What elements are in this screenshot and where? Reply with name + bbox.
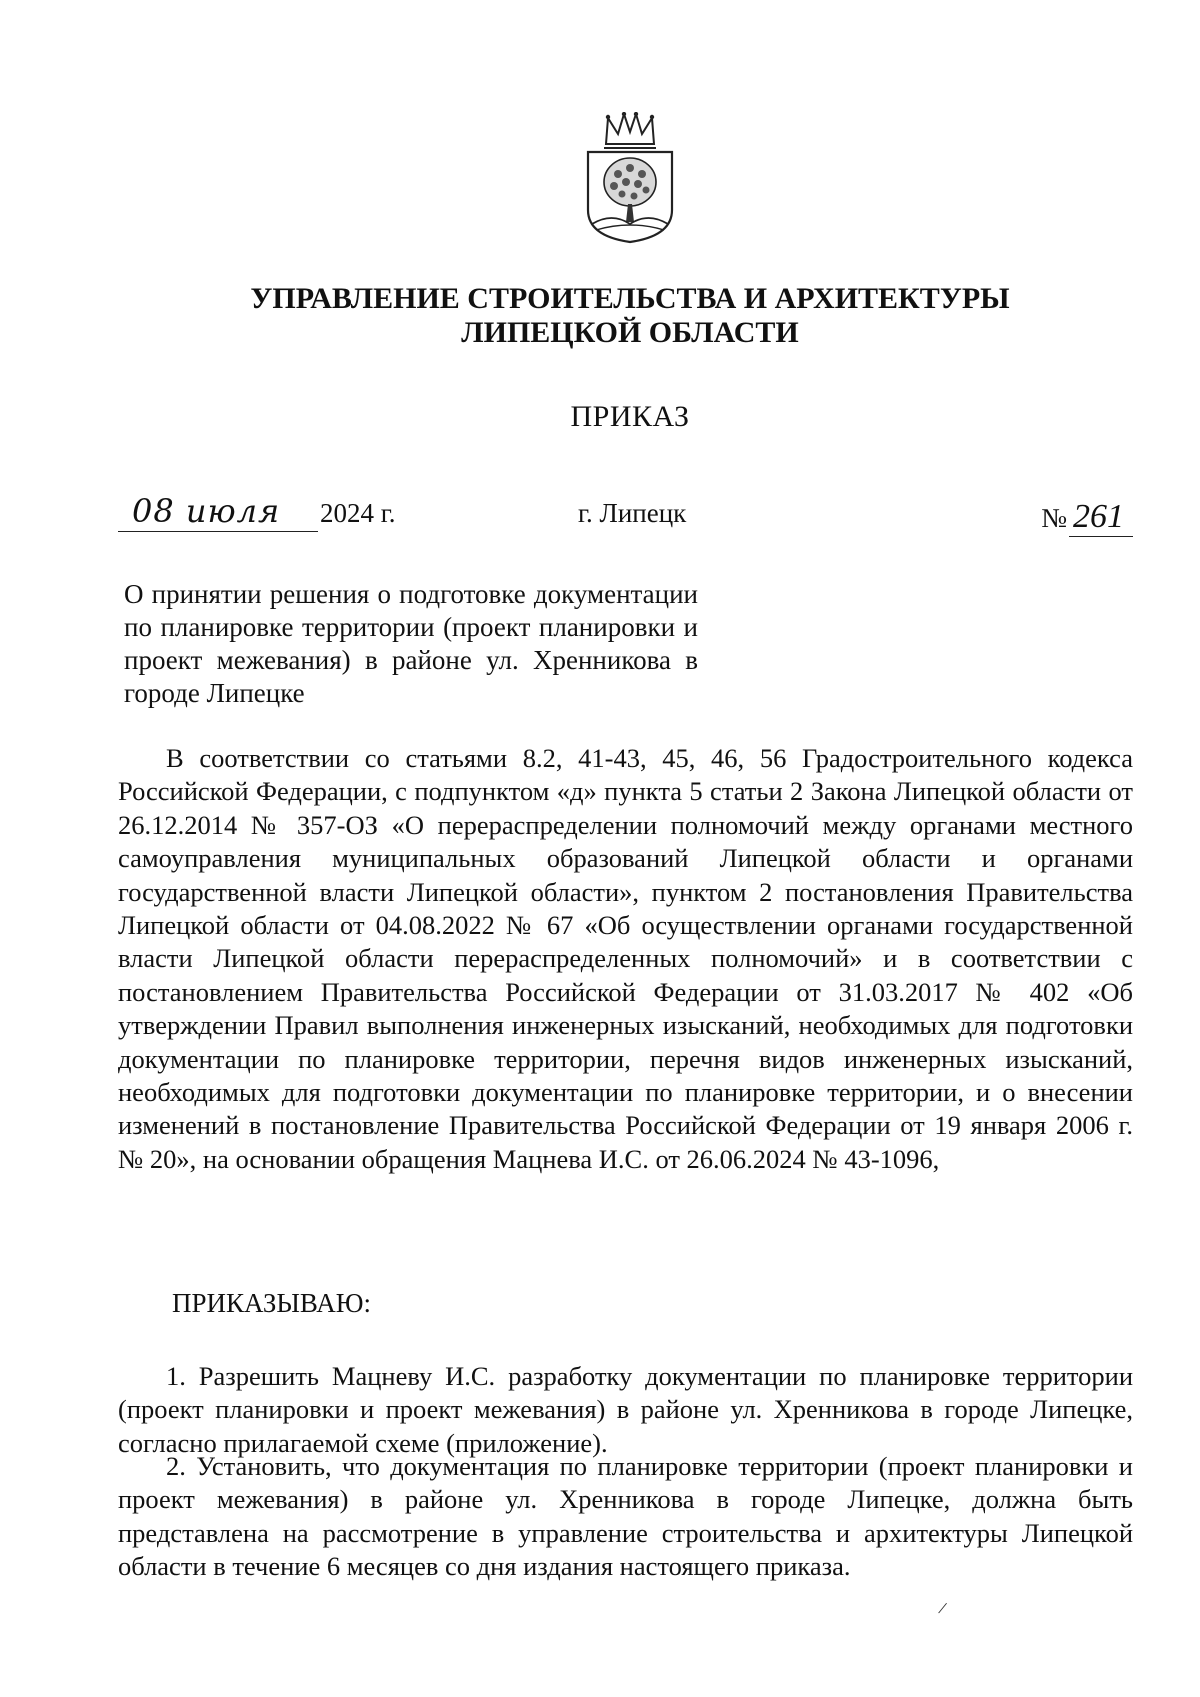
number-sign: № <box>1041 503 1067 533</box>
handwritten-date: 08 июля <box>118 492 318 532</box>
document-type-title: ПРИКАЗ <box>570 400 690 433</box>
document-subject: О принятии решения о подготовке документации по планировке территории (проект планировки и проект межевания) в районе ул. Хренникова в городе Липецке <box>124 579 698 708</box>
issue-city: г. Липецк <box>578 498 687 528</box>
order-item-2: 2. Установить, что документация по планировке территории (проект планировки и проект межевания) в районе ул. Хренникова в городе Липецке, должна быть представлена на рассмотрение в управление строительства и архитектуры Липецкой области в течение 6 месяцев со дня издания настоящего приказа. <box>118 1451 1133 1582</box>
document-number <box>1041 498 1133 537</box>
organization-name-line1: УПРАВЛЕНИЕ СТРОИТЕЛЬСТВА И АРХИТЕКТУРЫ <box>250 282 1010 315</box>
handwritten-number: 261 <box>1069 498 1133 537</box>
stray-pen-mark: / <box>936 1597 949 1619</box>
order-directive: ПРИКАЗЫВАЮ: <box>172 1288 371 1318</box>
date-year: 2024 г. <box>320 498 396 528</box>
order-item-1: 1. Разрешить Мацневу И.С. разработку документации по планировке территории (проект планировки и проект межевания) в районе ул. Хренникова в городе Липецке, согласно прилагаемой схеме (приложение). <box>118 1361 1133 1458</box>
preamble-paragraph: В соответствии со статьями 8.2, 41-43, 45, 46, 56 Градостроительного кодекса Российской Федерации, с подпунктом «д» пункта 5 статьи 2 Закона Липецкой области от 26.12.2014 № 357-ОЗ «О перераспределении полномочий между органами местного самоуправления муниципальных образований Липецкой области и органами государственной власти Липецкой области», пунктом 2 постановления Правительства Липецкой области от 04.08.2022 № 67 «Об осуществлении органами государственной власти Липецкой области перераспределенных полномочий» и в соответствии с постановлением Правительства Российской Федерации от 31.03.2017 № 402 «Об утверждении Правил выполнения инженерных изысканий, необходимых для подготовки документации по планировке территории, перечня видов инженерных изысканий, необходимых для подготовки документации по планировке территории, и о внесении изменений в постановление Правительства Российской Федерации от 19 января 2006 г. № 20», на основании обращения Мацнева И.С. от 26.06.2024 № 43-1096, <box>118 743 1133 1174</box>
date-city-number-line <box>118 492 1133 542</box>
lipetsk-coat-of-arms-icon <box>578 112 682 244</box>
organization-name-line2: ЛИПЕЦКОЙ ОБЛАСТИ <box>461 316 799 349</box>
